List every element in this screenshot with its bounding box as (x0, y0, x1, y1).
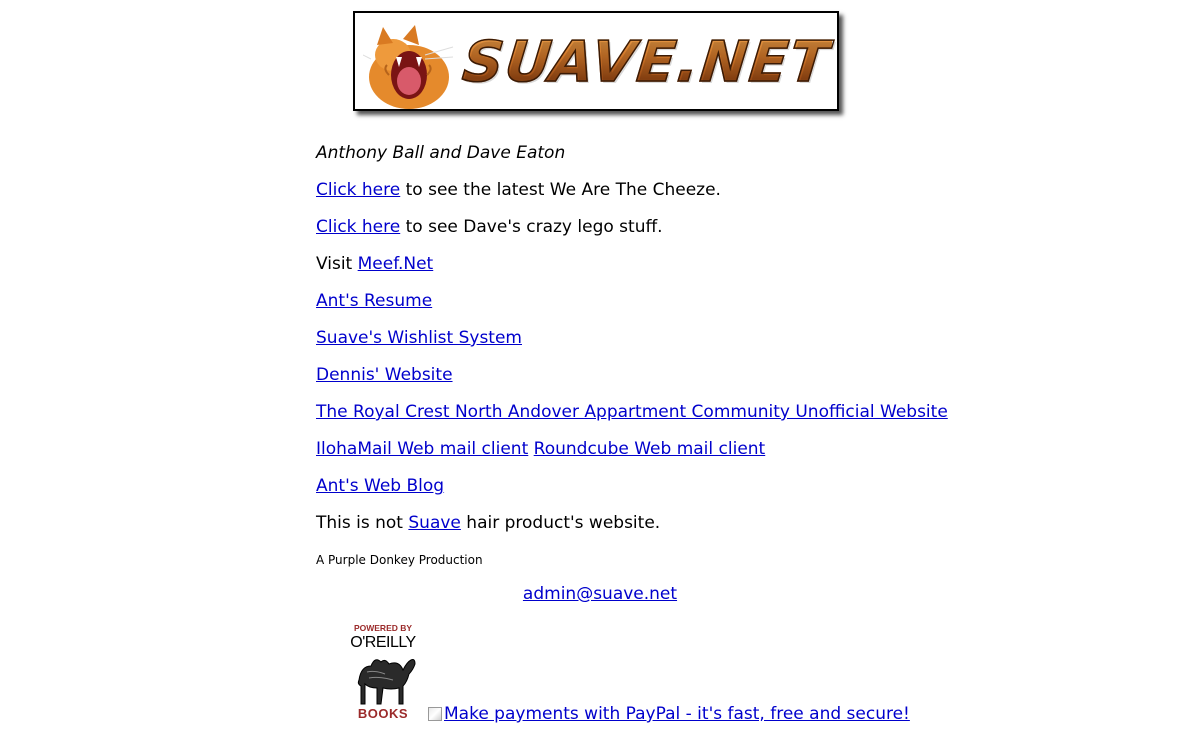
lego-line (316, 216, 1016, 253)
lego-link[interactable]: Click here (316, 217, 401, 237)
webmail-line (316, 438, 1016, 475)
lego-text: to see Dave's crazy lego stuff. (400, 217, 663, 237)
not-suave-prefix: This is not (316, 513, 409, 533)
oreilly-powered-by: POWERED BY (353, 623, 413, 633)
dennis-line (316, 364, 1016, 401)
not-suave-suffix: hair product's website. (460, 513, 661, 533)
broken-image-icon (428, 707, 442, 721)
suave-link[interactable]: Suave (408, 513, 461, 533)
paypal-alt-text: Make payments with PayPal - it's fast, free and secure! (444, 704, 910, 724)
email-row (0, 583, 1200, 605)
cheeze-line (316, 179, 1016, 216)
dennis-link[interactable]: Dennis' Website (316, 365, 453, 385)
cheeze-link[interactable]: Click here (316, 180, 401, 200)
royal-crest-link[interactable]: The Royal Crest North Andover Appartment Community Unofficial Website (316, 402, 948, 422)
resume-link[interactable]: Ant's Resume (316, 291, 433, 311)
site-banner (353, 11, 839, 111)
ilohamail-link[interactable]: IlohaMail Web mail client (316, 439, 529, 459)
meef-link[interactable]: Meef.Net (357, 254, 434, 274)
paypal-button[interactable] (428, 703, 910, 725)
yawning-cat-icon (363, 25, 455, 109)
admin-email-link[interactable]: admin@suave.net (522, 584, 678, 604)
authors-text: Anthony Ball and Dave Eaton (316, 143, 566, 163)
resume-line (316, 290, 1016, 327)
site-logo-text: SUAVE.NET (459, 23, 834, 103)
main-content (316, 142, 1016, 572)
camel-icon (345, 622, 421, 720)
blog-link[interactable]: Ant's Web Blog (316, 476, 445, 496)
wishlist-link[interactable]: Suave's Wishlist System (316, 328, 522, 348)
meef-prefix: Visit (316, 254, 358, 274)
roundcube-link[interactable]: Roundcube Web mail client (533, 439, 766, 459)
wishlist-line (316, 327, 1016, 364)
paypal-link[interactable] (428, 704, 910, 724)
not-suave-line (316, 512, 1016, 549)
royal-crest-line (316, 401, 1016, 438)
production-credit: A Purple Donkey Production (316, 553, 483, 567)
oreilly-name: O'REILLY (350, 634, 416, 651)
meef-line (316, 253, 1016, 290)
oreilly-badge[interactable] (345, 622, 421, 720)
blog-line (316, 475, 1016, 512)
cheeze-text: to see the latest We Are The Cheeze. (400, 180, 721, 200)
oreilly-books: BOOKS (357, 706, 409, 720)
